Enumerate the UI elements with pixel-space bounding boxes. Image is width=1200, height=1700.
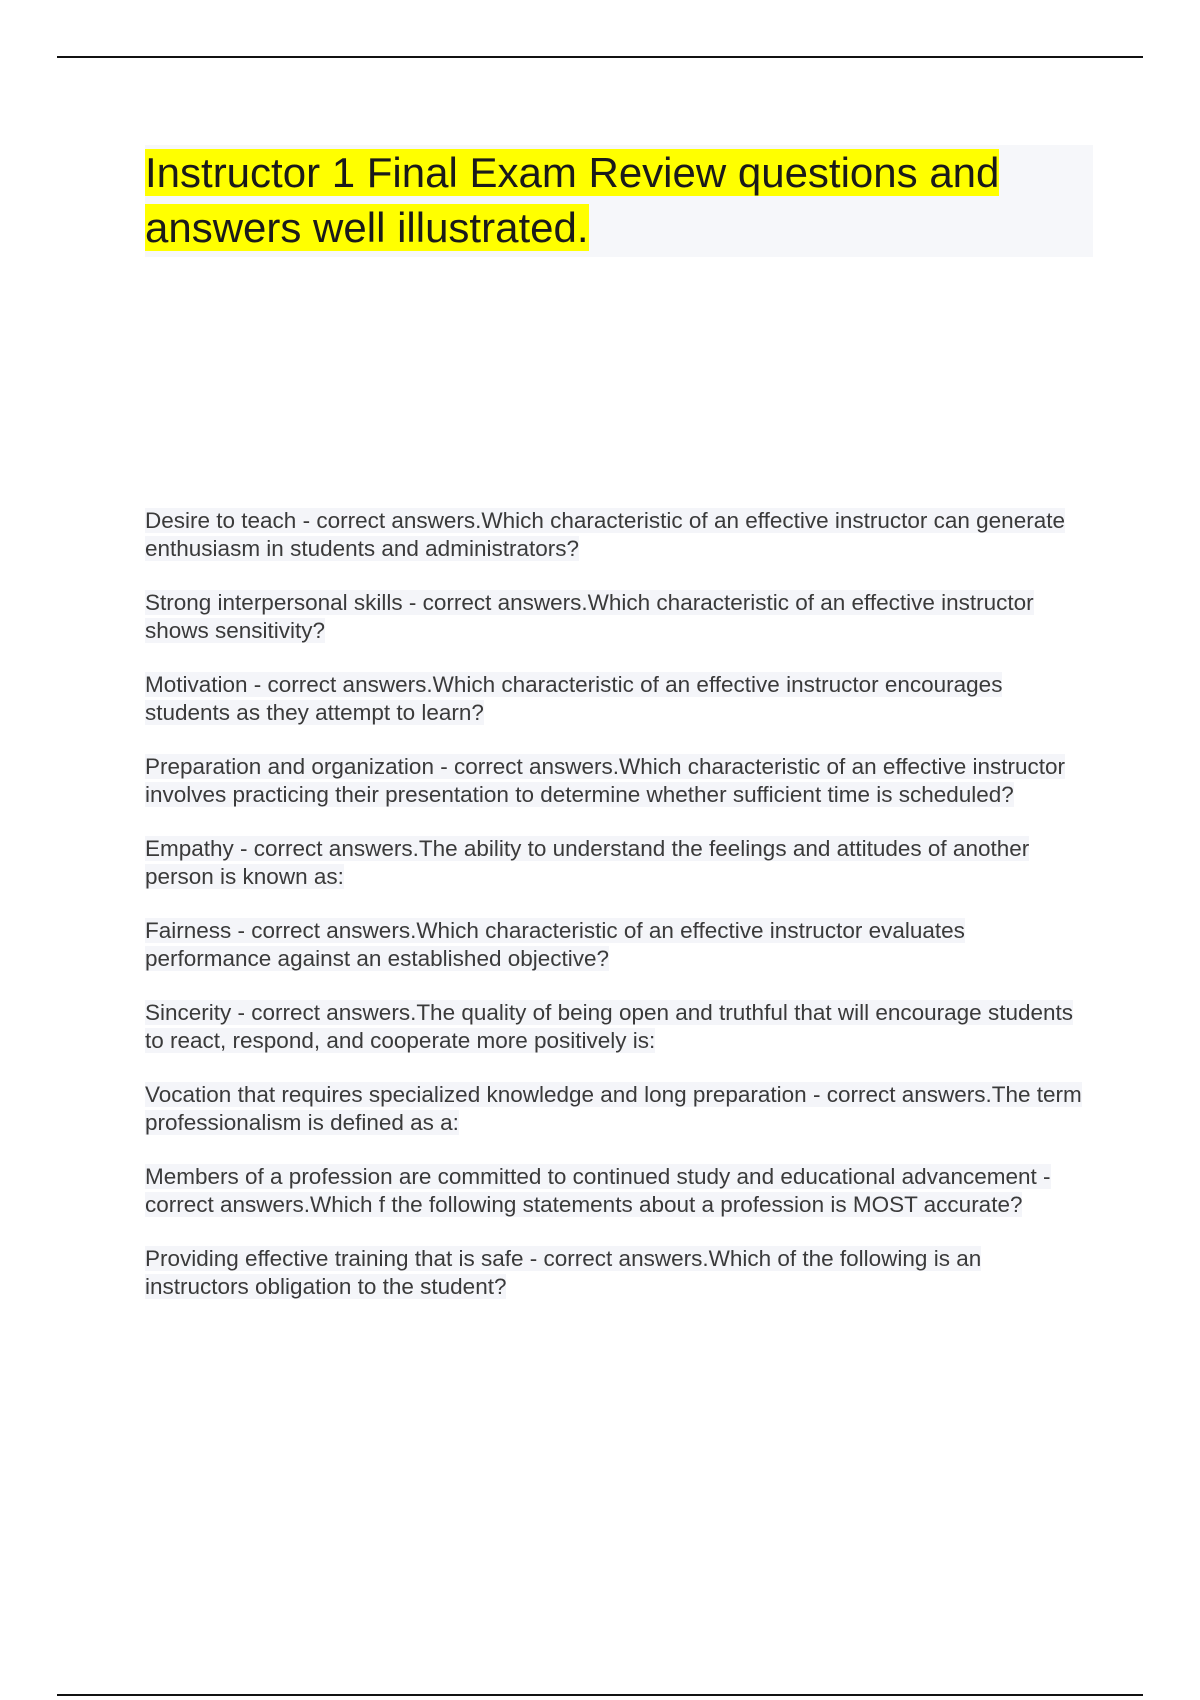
qa-text: Desire to teach - correct answers.Which characteristic of an effective instructor can generate enthusiasm in students and administrators? [145,508,1065,561]
qa-item [145,999,1085,1055]
qa-text: Members of a profession are committed to continued study and educational advancement - correct answers.Which f the following statements about a profession is MOST accurate? [145,1164,1051,1217]
qa-text: Providing effective training that is safe - correct answers.Which of the following is an instructors obligation to the student? [145,1246,982,1299]
qa-item [145,1163,1085,1219]
qa-item [145,917,1085,973]
qa-item [145,1245,1085,1301]
qa-text: Empathy - correct answers.The ability to understand the feelings and attitudes of another person is known as: [145,836,1030,889]
qa-text: Fairness - correct answers.Which characteristic of an effective instructor evaluates performance against an established objective? [145,918,965,971]
document-title [145,145,1093,255]
qa-item [145,835,1085,891]
qa-text: Strong interpersonal skills - correct answers.Which characteristic of an effective instructor shows sensitivity? [145,590,1034,643]
top-rule [57,56,1143,58]
qa-text: Vocation that requires specialized knowledge and long preparation - correct answers.The term professionalism is defined as a: [145,1082,1082,1135]
qa-item [145,753,1085,809]
qa-item [145,589,1085,645]
title-block [145,145,1093,257]
qa-text: Motivation - correct answers.Which characteristic of an effective instructor encourages students as they attempt to learn? [145,672,1003,725]
title-highlight: Instructor 1 Final Exam Review questions and answers well illustrated. [145,149,1000,251]
qa-item [145,671,1085,727]
qa-text: Sincerity - correct answers.The quality of being open and truthful that will encourage students to react, respond, and cooperate more positively is: [145,1000,1074,1053]
qa-text: Preparation and organization - correct answers.Which characteristic of an effective instructor involves practicing their presentation to determine whether sufficient time is scheduled? [145,754,1066,807]
bottom-rule [57,1694,1143,1696]
qa-item [145,1081,1085,1137]
qa-list [145,507,1085,1327]
qa-item [145,507,1085,563]
